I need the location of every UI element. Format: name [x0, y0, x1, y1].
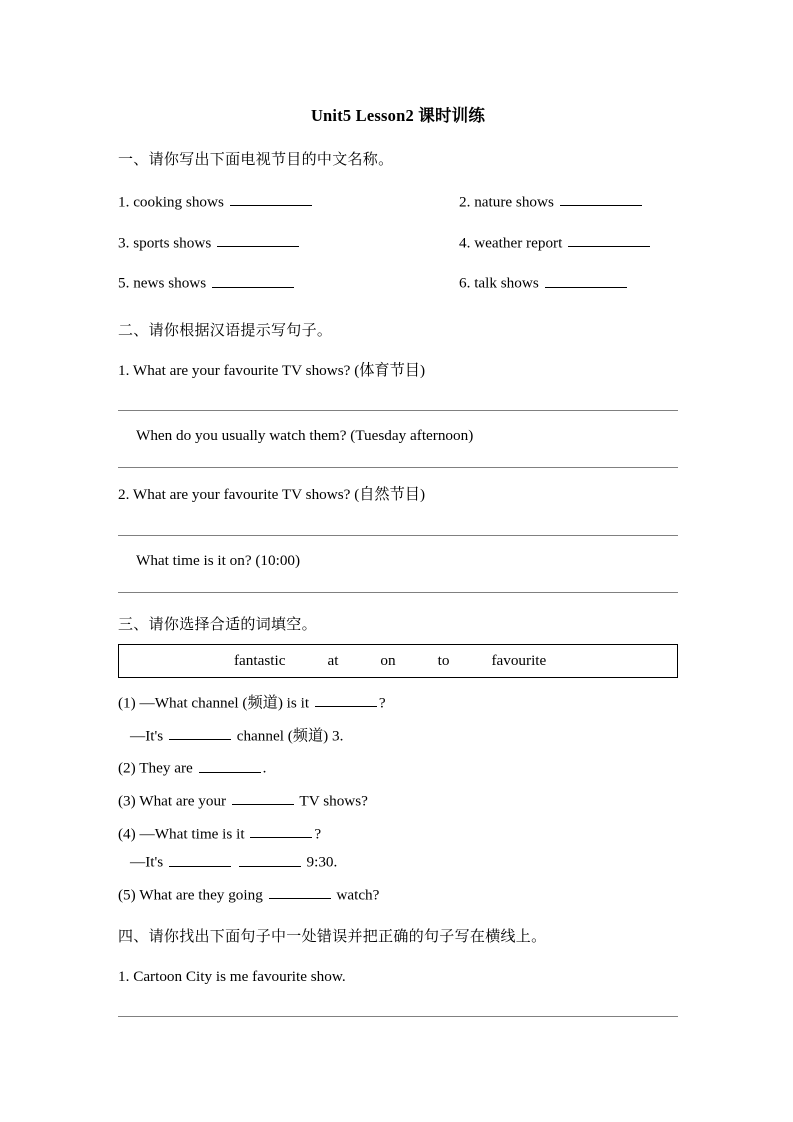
section-3-item-3-main — [118, 790, 678, 811]
section-1-item-4-label: 4. weather report — [459, 234, 563, 252]
section-1-item-3-label: 3. sports shows — [118, 234, 212, 252]
word-bank-item-on[interactable]: on — [380, 651, 396, 669]
list-item — [459, 272, 678, 293]
section-3-item-3-main-text: (3) What are your — [118, 792, 227, 810]
worksheet-content — [118, 100, 678, 1017]
section-3-item-2-blank[interactable] — [199, 757, 261, 772]
section-3-item-4-sub-text: —It's — [130, 853, 164, 871]
section-3-item-5-main-tail: watch? — [336, 886, 380, 904]
section-1-item-5-label: 5. news shows — [118, 274, 207, 292]
word-bank-list — [119, 652, 546, 670]
section-2-question-2-prompt: 2. What are your favourite TV shows? (自然节目) — [118, 486, 426, 504]
section-1-item-1-blank[interactable] — [230, 191, 312, 206]
section-4-item-1-sentence: 1. Cartoon City is me favourite show. — [118, 967, 346, 985]
section-1-item-6-label: 6. talk shows — [459, 274, 539, 292]
section-3-item-4-blank[interactable] — [250, 823, 312, 838]
section-3-item-2-main-text: (2) They are — [118, 759, 193, 777]
list-item — [118, 272, 459, 293]
section-3-item-4-sub-blank-1[interactable] — [169, 851, 231, 866]
section-3-item-1-main-text: (1) —What channel (频道) is it — [118, 694, 310, 712]
section-3-item-2-main-tail: . — [262, 759, 267, 777]
list-item — [459, 232, 678, 253]
word-bank-item-fantastic[interactable]: fantastic — [234, 651, 286, 669]
section-1-item-6-blank[interactable] — [545, 272, 627, 287]
page-title: Unit5 Lesson2 课时训练 — [310, 106, 486, 125]
section-1-item-2-blank[interactable] — [560, 191, 642, 206]
section-3-item-5-main-text: (5) What are they going — [118, 886, 263, 904]
section-3-heading: 三、请你选择合适的词填空。 — [118, 614, 317, 633]
list-item — [459, 191, 678, 212]
section-3-item-4-sub-blank-2[interactable] — [239, 851, 301, 866]
section-3-item-1-main — [118, 692, 678, 713]
section-3-item-4-sub-tail: 9:30. — [306, 853, 338, 871]
section-4-heading: 四、请你找出下面句子中一处错误并把正确的句子写在横线上。 — [118, 926, 547, 945]
section-3-item-4-main-tail: ? — [314, 825, 322, 843]
section-2-question-1-prompt: 1. What are your favourite TV shows? (体育节目) — [118, 362, 426, 380]
word-bank-item-to[interactable]: to — [437, 651, 450, 669]
section-1-item-5-blank[interactable] — [212, 272, 294, 287]
word-bank-item-at[interactable]: at — [327, 651, 339, 669]
section-2-heading: 二、请你根据汉语提示写句子。 — [118, 321, 333, 340]
section-3-item-1-main-tail: ? — [378, 694, 386, 712]
section-1-item-4-blank[interactable] — [568, 232, 650, 247]
section-1-item-3-blank[interactable] — [217, 232, 299, 247]
section-1-item-2-label: 2. nature shows — [459, 193, 554, 211]
section-1-heading: 一、请你写出下面电视节目的中文名称。 — [118, 150, 394, 168]
section-1-row-1 — [118, 191, 678, 212]
word-bank-box — [118, 644, 678, 678]
section-3-item-5-blank[interactable] — [269, 884, 331, 899]
section-2-question-1-followup: When do you usually watch them? (Tuesday afternoon) — [136, 427, 474, 445]
section-3-item-1-sub-text: —It's — [130, 727, 164, 745]
section-2-question-2-followup: What time is it on? (10:00) — [136, 551, 301, 569]
section-1-row-2 — [118, 232, 678, 253]
section-4-answer-rule-1[interactable] — [118, 1016, 678, 1017]
section-1-row-3 — [118, 272, 678, 293]
list-item — [118, 232, 459, 253]
section-3-item-3-main-tail: TV shows? — [299, 792, 368, 810]
word-bank-item-favourite[interactable]: favourite — [491, 651, 547, 669]
section-3-item-1-blank[interactable] — [315, 692, 377, 707]
list-item — [118, 191, 459, 212]
section-3-item-1-sub — [118, 725, 678, 746]
section-1-item-1-label: 1. cooking shows — [118, 193, 224, 211]
section-3-item-4-main — [118, 823, 678, 844]
section-3-item-1-sub-tail: channel (频道) 3. — [236, 727, 344, 745]
section-3-item-4-main-text: (4) —What time is it — [118, 825, 245, 843]
section-3-item-5-main — [118, 884, 678, 905]
section-3-item-4-sub — [118, 851, 678, 872]
section-3-item-1-sub-blank[interactable] — [169, 725, 231, 740]
section-3-item-3-blank[interactable] — [232, 790, 294, 805]
section-3-item-2-main — [118, 757, 678, 778]
